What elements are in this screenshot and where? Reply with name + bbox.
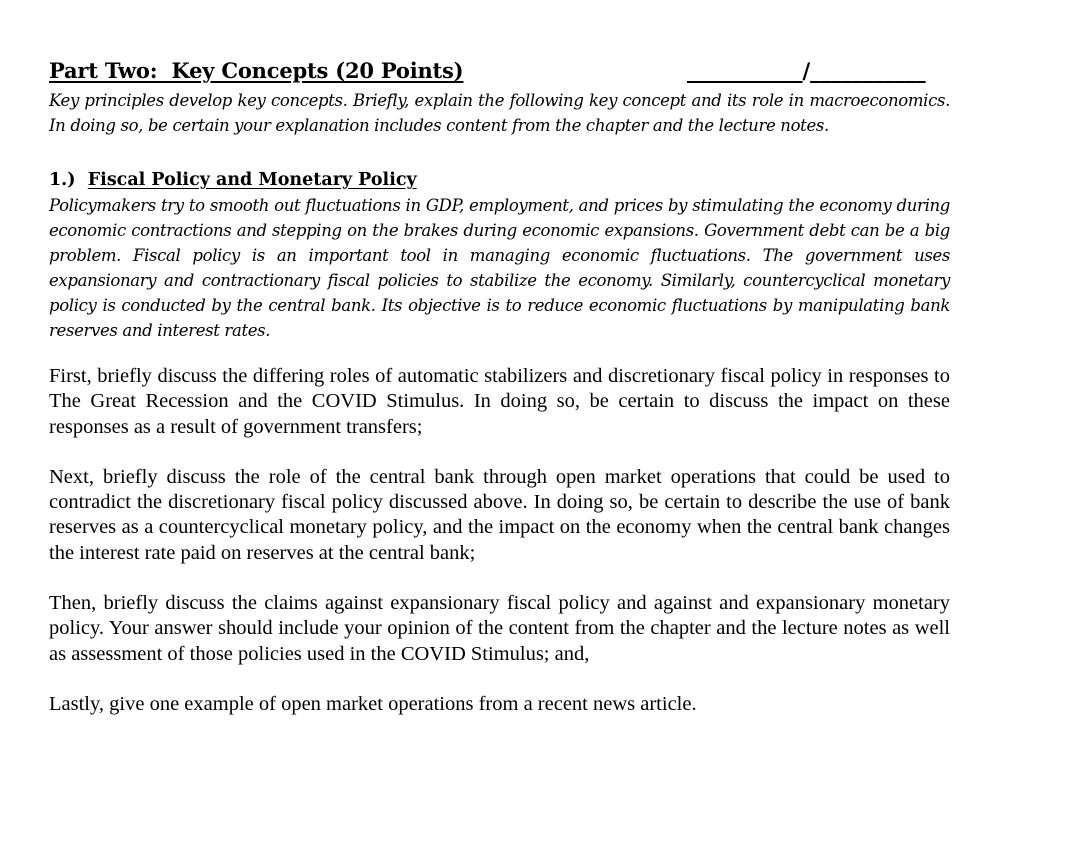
- question-heading: [49, 168, 950, 193]
- question-title: Fiscal Policy and Monetary Policy: [87, 170, 417, 190]
- part-header: [49, 58, 950, 88]
- task-paragraph-then: Then, briefly discuss the claims against expansionary fiscal policy and against and expansionary monetary policy. Your answer should include your opinion of the content from the chapter and the lecture notes as well as assessment of those policies used in the COVID Stimulus; and,: [49, 592, 950, 665]
- document-page: [49, 58, 950, 717]
- task-paragraph-first: First, briefly discuss the differing roles of automatic stabilizers and discretionary fiscal policy in responses to The Great Recession and the COVID Stimulus. In doing so, be certain to discuss the impact on these responses as a result of government transfers;: [49, 365, 950, 438]
- question-number: 1.): [49, 170, 76, 190]
- task-paragraph-lastly: Lastly, give one example of open market operations from a recent news article.: [49, 692, 697, 715]
- part-intro: Key principles develop key concepts. Briefly, explain the following key concept and its role in macroeconomics. In doing so, be certain your explanation includes content from the chapter and the lecture notes.: [49, 91, 950, 135]
- task-paragraph-next: Next, briefly discuss the role of the central bank through open market operations that could be used to contradict the discretionary fiscal policy discussed above. In doing so, be certain to describe the use of bank reserves as a countercyclical monetary policy, and the impact on the economy when the central bank changes the interest rate paid on reserves at the central bank;: [49, 465, 950, 564]
- score-blank: ___________/___________: [687, 58, 926, 83]
- question-prompt: Policymakers try to smooth out fluctuations in GDP, employment, and prices by stimulating the economy during economic contractions and stepping on the brakes during economic expansions. Government debt can be a big problem. Fiscal policy is an important tool in managing economic fluctuations. The government uses expansionary and contractionary fiscal policies to stabilize the economy. Similarly, countercyclical monetary policy is conducted by the central bank. Its objective is to reduce economic fluctuations by manipulating bank reserves and interest rates.: [49, 196, 950, 340]
- part-title: Part Two: Key Concepts (20 Points): [49, 58, 464, 83]
